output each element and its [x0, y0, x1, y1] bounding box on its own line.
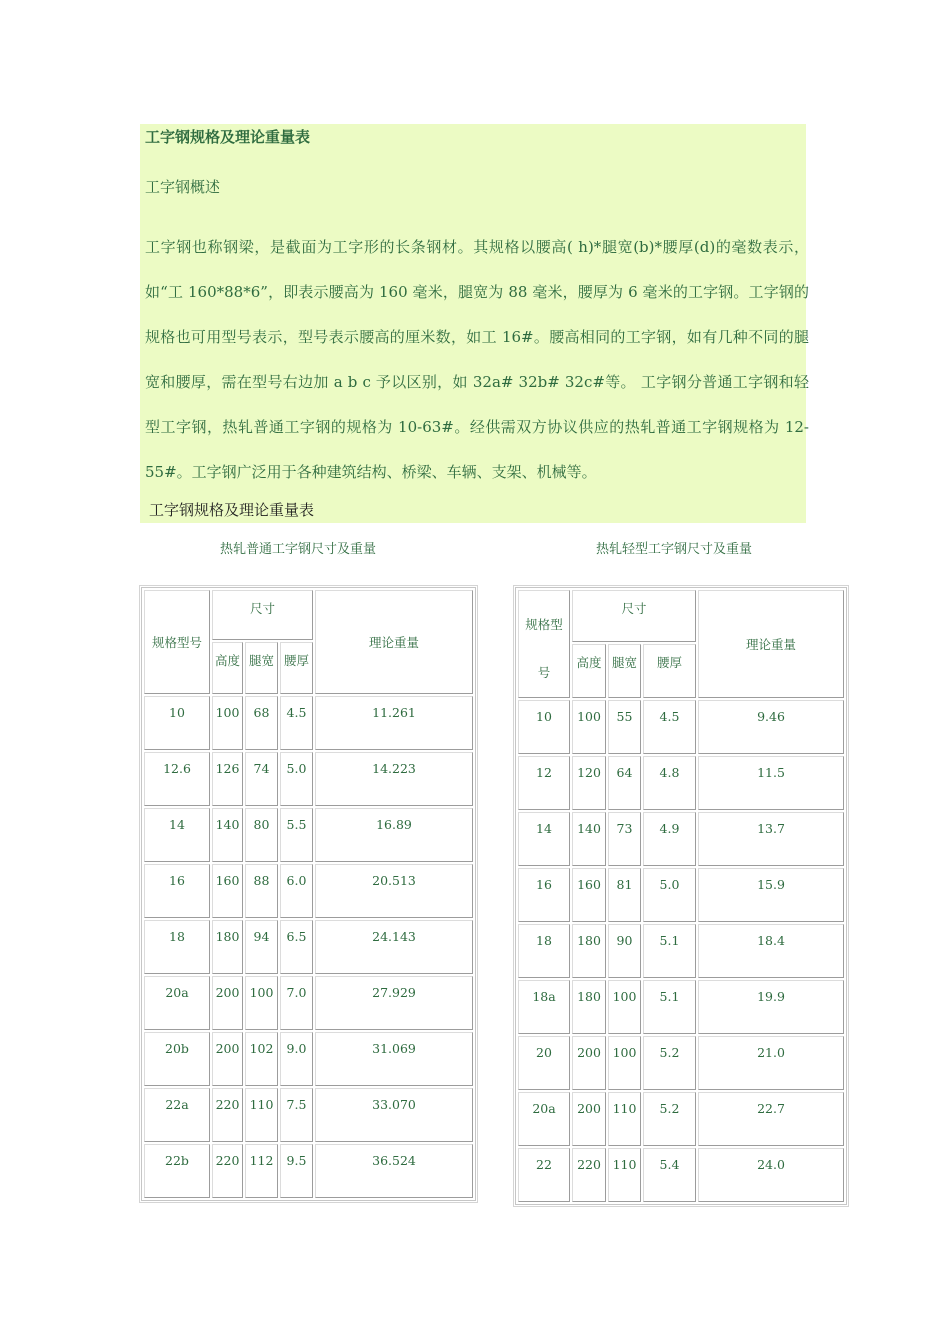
cell-thickness: 5.1 [643, 924, 696, 978]
cell-height: 120 [572, 756, 606, 810]
cell-weight: 11.261 [315, 696, 473, 750]
cell-width: 68 [245, 696, 278, 750]
table-row [144, 1032, 473, 1086]
cell-width: 64 [608, 756, 641, 810]
cell-weight: 22.7 [698, 1092, 844, 1146]
table-row [518, 812, 844, 866]
left-table-caption: 热轧普通工字钢尺寸及重量 [220, 542, 377, 557]
cell-spec: 22a [144, 1088, 210, 1142]
table-row [518, 1148, 844, 1202]
cell-spec: 10 [518, 700, 570, 754]
cell-height: 126 [212, 752, 243, 806]
cell-weight: 20.513 [315, 864, 473, 918]
cell-thickness: 5.4 [643, 1148, 696, 1202]
cell-weight: 16.89 [315, 808, 473, 862]
cell-thickness: 4.8 [643, 756, 696, 810]
table-row [518, 1092, 844, 1146]
cell-height: 180 [572, 924, 606, 978]
table-row [144, 864, 473, 918]
cell-width: 90 [608, 924, 641, 978]
intro-title: 工字钢规格及理论重量表 [145, 128, 311, 146]
cell-thickness: 7.5 [280, 1088, 313, 1142]
cell-width: 110 [245, 1088, 278, 1142]
cell-weight: 15.9 [698, 868, 844, 922]
cell-weight: 9.46 [698, 700, 844, 754]
standard-ibeam-table [141, 587, 476, 1201]
header-thickness: 腰厚 [643, 644, 696, 698]
table-row [144, 1144, 473, 1198]
cell-height: 160 [212, 864, 243, 918]
cell-height: 220 [212, 1088, 243, 1142]
cell-spec: 18 [518, 924, 570, 978]
cell-weight: 33.070 [315, 1088, 473, 1142]
cell-thickness: 5.1 [643, 980, 696, 1034]
cell-spec: 12.6 [144, 752, 210, 806]
cell-weight: 24.143 [315, 920, 473, 974]
table-row [518, 868, 844, 922]
header-dimensions: 尺寸 [572, 590, 696, 642]
cell-spec: 10 [144, 696, 210, 750]
cell-thickness: 5.0 [643, 868, 696, 922]
cell-width: 88 [245, 864, 278, 918]
table-row [144, 752, 473, 806]
cell-spec: 16 [144, 864, 210, 918]
header-spec [518, 590, 570, 698]
cell-thickness: 4.9 [643, 812, 696, 866]
cell-width: 110 [608, 1092, 641, 1146]
cell-height: 220 [572, 1148, 606, 1202]
table-row [518, 756, 844, 810]
cell-width: 94 [245, 920, 278, 974]
cell-height: 100 [212, 696, 243, 750]
header-height: 高度 [572, 644, 606, 698]
table-row [518, 1036, 844, 1090]
cell-width: 55 [608, 700, 641, 754]
table-row [144, 920, 473, 974]
cell-weight: 19.9 [698, 980, 844, 1034]
cell-spec: 20b [144, 1032, 210, 1086]
cell-weight: 24.0 [698, 1148, 844, 1202]
cell-thickness: 6.5 [280, 920, 313, 974]
cell-weight: 13.7 [698, 812, 844, 866]
cell-height: 160 [572, 868, 606, 922]
header-weight: 理论重量 [315, 590, 473, 694]
intro-subtitle: 工字钢概述 [145, 178, 221, 196]
cell-thickness: 9.5 [280, 1144, 313, 1198]
cell-weight: 14.223 [315, 752, 473, 806]
header-spec-line2: 号 [537, 665, 551, 680]
cell-thickness: 7.0 [280, 976, 313, 1030]
cell-width: 100 [608, 980, 641, 1034]
cell-height: 140 [212, 808, 243, 862]
header-spec-line1: 规格型 [525, 617, 563, 632]
cell-height: 180 [572, 980, 606, 1034]
cell-weight: 27.929 [315, 976, 473, 1030]
cell-width: 110 [608, 1148, 641, 1202]
cell-spec: 18a [518, 980, 570, 1034]
cell-height: 140 [572, 812, 606, 866]
table-row [144, 696, 473, 750]
cell-spec: 14 [144, 808, 210, 862]
cell-spec: 18 [144, 920, 210, 974]
intro-section [140, 124, 809, 523]
table-row [144, 808, 473, 862]
cell-weight: 18.4 [698, 924, 844, 978]
table-row [144, 1088, 473, 1142]
table-row [518, 700, 844, 754]
cell-thickness: 4.5 [643, 700, 696, 754]
header-height: 高度 [212, 642, 243, 694]
cell-weight: 31.069 [315, 1032, 473, 1086]
cell-thickness: 6.0 [280, 864, 313, 918]
table-row [518, 980, 844, 1034]
cell-width: 81 [608, 868, 641, 922]
cell-weight: 21.0 [698, 1036, 844, 1090]
table-row [518, 924, 844, 978]
cell-height: 100 [572, 700, 606, 754]
table-row [144, 976, 473, 1030]
cell-spec: 16 [518, 868, 570, 922]
cell-width: 80 [245, 808, 278, 862]
intro-table-heading: 工字钢规格及理论重量表 [149, 501, 315, 519]
cell-thickness: 5.2 [643, 1092, 696, 1146]
header-thickness: 腰厚 [280, 642, 313, 694]
cell-weight: 36.524 [315, 1144, 473, 1198]
cell-width: 102 [245, 1032, 278, 1086]
cell-height: 220 [212, 1144, 243, 1198]
light-ibeam-table [515, 587, 847, 1205]
header-width: 腿宽 [608, 644, 641, 698]
cell-thickness: 5.2 [643, 1036, 696, 1090]
right-table-caption: 热轧轻型工字钢尺寸及重量 [596, 542, 753, 557]
intro-paragraph: 工字钢也称钢梁，是截面为工字形的长条钢材。其规格以腰高( h)*腿宽(b)*腰厚(d)的毫数表示，如“工 160*88*6”，即表示腰高为 160 毫米，腿宽为 88 毫米，腰厚为 6 毫米的工字钢。工字钢的规格也可用型号表示，型号表示腰高的厘米数，如工 16#。腰高相同的工字钢，如有几种不同的腿宽和腰厚，需在型号右边加 a b c 予以区别，如 32a# 32b# 32c#等。 工字钢分普通工字钢和轻型工字钢，热轧普通工字钢的规格为 10-63#。经供需双方协议供应的热轧普通工字钢规格为 12-55#。工字钢广泛用于各种建筑结构、桥梁、车辆、支架、机械等。 [145, 238, 809, 481]
cell-thickness: 9.0 [280, 1032, 313, 1086]
cell-width: 74 [245, 752, 278, 806]
cell-thickness: 5.0 [280, 752, 313, 806]
cell-width: 100 [245, 976, 278, 1030]
cell-spec: 12 [518, 756, 570, 810]
cell-spec: 20 [518, 1036, 570, 1090]
header-dimensions: 尺寸 [212, 590, 313, 640]
cell-spec: 22 [518, 1148, 570, 1202]
cell-width: 112 [245, 1144, 278, 1198]
cell-thickness: 5.5 [280, 808, 313, 862]
cell-height: 200 [572, 1092, 606, 1146]
cell-spec: 20a [518, 1092, 570, 1146]
cell-thickness: 4.5 [280, 696, 313, 750]
cell-spec: 20a [144, 976, 210, 1030]
cell-spec: 22b [144, 1144, 210, 1198]
cell-height: 200 [212, 976, 243, 1030]
cell-height: 180 [212, 920, 243, 974]
cell-width: 100 [608, 1036, 641, 1090]
cell-height: 200 [212, 1032, 243, 1086]
header-spec: 规格型号 [144, 590, 210, 694]
header-weight: 理论重量 [698, 590, 844, 698]
cell-weight: 11.5 [698, 756, 844, 810]
cell-height: 200 [572, 1036, 606, 1090]
cell-spec: 14 [518, 812, 570, 866]
header-width: 腿宽 [245, 642, 278, 694]
cell-width: 73 [608, 812, 641, 866]
